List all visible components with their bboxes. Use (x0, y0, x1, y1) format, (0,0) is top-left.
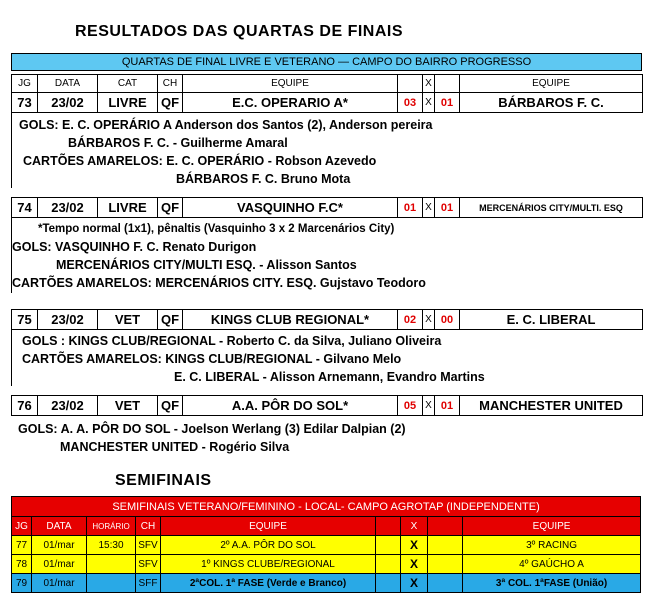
match-home-score: 01 (398, 198, 423, 218)
semis-row-79 (12, 574, 641, 593)
semis-home-team: 2º A.A. PÔR DO SOL (161, 536, 376, 555)
match-jg: 75 (12, 310, 38, 330)
semis-time (87, 574, 136, 593)
match-cat: LIVRE (98, 93, 158, 113)
semis-banner: SEMIFINAIS VETERANO/FEMININO - LOCAL- CAMPO AGROTAP (INDEPENDENTE) (12, 497, 641, 517)
match-x: X (423, 93, 435, 113)
semis-away-team: 3ª COL. 1ªFASE (União) (463, 574, 641, 593)
semis-x: X (401, 536, 428, 555)
semis-x: X (401, 574, 428, 593)
match-row-74 (11, 197, 643, 218)
detail-line: GOLS: A. A. PÔR DO SOL - Joelson Werlang (3) Edilar Dalpian (2) (18, 422, 406, 436)
semis-header-x: X (401, 517, 428, 536)
semis-header-blank-1 (376, 517, 401, 536)
match-details-76 (12, 420, 406, 456)
semis-away-team: 3º RACING (463, 536, 641, 555)
header-ch: CH (158, 75, 183, 93)
detail-line: CARTÕES AMARELOS: E. C. OPERÁRIO - Robson Azevedo (23, 154, 377, 168)
semis-blank (428, 555, 463, 574)
semis-header-horario: HORÁRIO (87, 517, 136, 536)
header-equipe-home: EQUIPE (183, 75, 398, 93)
match-away-score: 01 (435, 93, 460, 113)
match-home-team: VASQUINHO F.C* (183, 198, 398, 218)
semis-header-blank-2 (428, 517, 463, 536)
match-cat: VET (98, 396, 158, 416)
match-date: 23/02 (38, 310, 98, 330)
divider (11, 329, 12, 386)
quarters-header (11, 74, 643, 93)
match-row-73 (11, 92, 643, 113)
detail-line: E. C. LIBERAL - Alisson Arnemann, Evandro Martins (174, 370, 485, 384)
page-title: RESULTADOS DAS QUARTAS DE FINAIS (75, 23, 404, 40)
match-details-73 (12, 116, 432, 188)
detail-line: MERCENÁRIOS CITY/MULTI ESQ. - Alisson Santos (56, 258, 357, 272)
semis-header-equipe-away: EQUIPE (463, 517, 641, 536)
match-x: X (423, 396, 435, 416)
semis-date: 01/mar (32, 536, 87, 555)
semis-jg: 78 (12, 555, 32, 574)
header-equipe-away: EQUIPE (460, 75, 643, 93)
header-cat: CAT (98, 75, 158, 93)
semis-row-77 (12, 536, 641, 555)
match-away-score: 01 (435, 396, 460, 416)
semis-header-equipe-home: EQUIPE (161, 517, 376, 536)
detail-line: MANCHESTER UNITED - Rogério Silva (60, 440, 290, 454)
match-date: 23/02 (38, 198, 98, 218)
semis-blank (376, 536, 401, 555)
semis-time: 15:30 (87, 536, 136, 555)
match-ch: QF (158, 396, 183, 416)
match-row-76 (11, 395, 643, 416)
quarters-banner: QUARTAS DE FINAL LIVRE E VETERANO — CAMPO DO BAIRRO PROGRESSO (11, 53, 642, 71)
detail-line: BÁRBAROS F. C. Bruno Mota (176, 172, 351, 186)
match-x: X (423, 198, 435, 218)
divider (11, 112, 12, 188)
semis-header-jg: JG (12, 517, 32, 536)
semis-blank (376, 555, 401, 574)
match-jg: 76 (12, 396, 38, 416)
semis-table (11, 496, 641, 593)
header-blank-1 (398, 75, 423, 93)
semis-ch: SFF (136, 574, 161, 593)
header-blank-2 (435, 75, 460, 93)
detail-line: GOLS: VASQUINHO F. C. Renato Durigon (12, 240, 257, 254)
semis-ch: SFV (136, 536, 161, 555)
match-away-team: BÁRBAROS F. C. (460, 93, 643, 113)
detail-line: BÁRBAROS F. C. - Guilherme Amaral (68, 136, 288, 150)
match-home-score: 05 (398, 396, 423, 416)
semis-away-team: 4º GAÚCHO A (463, 555, 641, 574)
header-data: DATA (38, 75, 98, 93)
semis-blank (376, 574, 401, 593)
match-away-team: MERCENÁRIOS CITY/MULTI. ESQ (460, 198, 643, 218)
match-date: 23/02 (38, 93, 98, 113)
semis-jg: 79 (12, 574, 32, 593)
match-ch: QF (158, 93, 183, 113)
semis-ch: SFV (136, 555, 161, 574)
match-row-75 (11, 309, 643, 330)
match-jg: 73 (12, 93, 38, 113)
match-away-team: E. C. LIBERAL (460, 310, 643, 330)
semis-home-team: 2ªCOL. 1ª FASE (Verde e Branco) (161, 574, 376, 593)
match-home-score: 02 (398, 310, 423, 330)
detail-line: *Tempo normal (1x1), pênaltis (Vasquinho 3 x 2 Marcenários City) (38, 223, 395, 235)
divider (11, 217, 12, 293)
semis-home-team: 1º KINGS CLUBE/REGIONAL (161, 555, 376, 574)
match-cat: VET (98, 310, 158, 330)
detail-line: CARTÕES AMARELOS: KINGS CLUB/REGIONAL - Gilvano Melo (22, 352, 402, 366)
semis-x: X (401, 555, 428, 574)
semis-row-78 (12, 555, 641, 574)
match-away-team: MANCHESTER UNITED (460, 396, 643, 416)
match-details-74 (12, 220, 426, 292)
semis-time (87, 555, 136, 574)
match-home-score: 03 (398, 93, 423, 113)
match-away-score: 00 (435, 310, 460, 330)
semis-blank (428, 574, 463, 593)
match-home-team: A.A. PÔR DO SOL* (183, 396, 398, 416)
match-home-team: E.C. OPERARIO A* (183, 93, 398, 113)
semis-blank (428, 536, 463, 555)
detail-line: GOLS : KINGS CLUB/REGIONAL - Roberto C. da Silva, Juliano Oliveira (22, 334, 442, 348)
match-details-75 (12, 332, 485, 386)
semis-header-data: DATA (32, 517, 87, 536)
semis-date: 01/mar (32, 574, 87, 593)
match-ch: QF (158, 198, 183, 218)
match-x: X (423, 310, 435, 330)
detail-line: CARTÕES AMARELOS: MERCENÁRIOS CITY. ESQ. Gujstavo Teodoro (12, 276, 426, 290)
match-away-score: 01 (435, 198, 460, 218)
header-x: X (423, 75, 435, 93)
detail-line: GOLS: E. C. OPERÁRIO A Anderson dos Santos (2), Anderson pereira (19, 118, 433, 132)
semis-jg: 77 (12, 536, 32, 555)
semis-date: 01/mar (32, 555, 87, 574)
semis-title: SEMIFINAIS (115, 472, 212, 489)
match-date: 23/02 (38, 396, 98, 416)
match-home-team: KINGS CLUB REGIONAL* (183, 310, 398, 330)
match-cat: LIVRE (98, 198, 158, 218)
match-ch: QF (158, 310, 183, 330)
header-jg: JG (12, 75, 38, 93)
match-jg: 74 (12, 198, 38, 218)
semis-header-ch: CH (136, 517, 161, 536)
